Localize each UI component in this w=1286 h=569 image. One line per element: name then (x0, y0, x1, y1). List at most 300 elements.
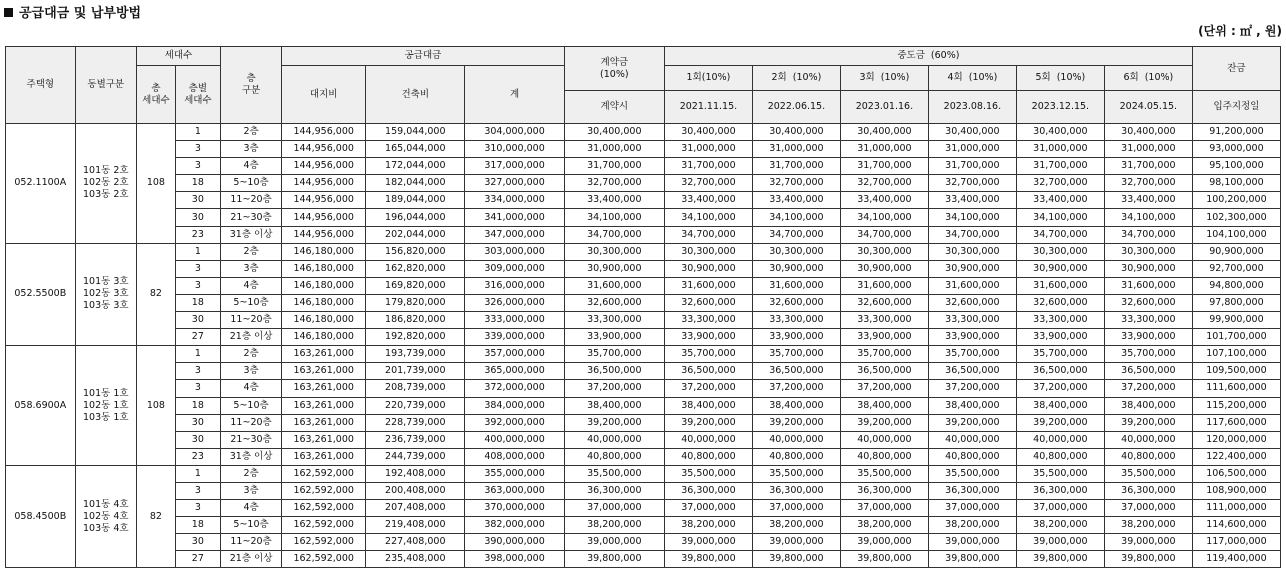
table-header (6, 47, 1281, 124)
installment-1-cell: 36,300,000 (664, 482, 752, 499)
floor-households-cell: 3 (175, 141, 220, 158)
building-price-cell: 186,820,000 (366, 312, 465, 329)
total-households-cell: 82 (136, 243, 175, 346)
unit-note: (단위 : ㎡ , 원) (1198, 24, 1282, 38)
total-households-cell: 82 (136, 465, 175, 568)
installment-4-cell: 30,900,000 (928, 260, 1016, 277)
land-price-cell: 146,180,000 (282, 243, 366, 260)
floor-class-cell: 3층 (220, 482, 281, 499)
installment-5-cell: 35,700,000 (1016, 346, 1104, 363)
header-middle: 중도금 (60%) (664, 47, 1192, 66)
contract-cell: 39,800,000 (564, 551, 664, 568)
header-total-households (136, 66, 175, 124)
land-price-cell: 146,180,000 (282, 277, 366, 294)
installment-4-cell: 33,900,000 (928, 329, 1016, 346)
installment-5-cell: 30,300,000 (1016, 243, 1104, 260)
building-price-cell: 244,739,000 (366, 448, 465, 465)
installment-5-cell: 36,500,000 (1016, 363, 1104, 380)
installment-3-cell: 35,500,000 (840, 465, 928, 482)
header-floor-households (175, 66, 220, 124)
installment-4-cell: 32,700,000 (928, 175, 1016, 192)
installment-1-cell: 31,000,000 (664, 141, 752, 158)
header-floor-class (220, 47, 281, 124)
installment-1-cell: 39,800,000 (664, 551, 752, 568)
contract-cell: 30,400,000 (564, 124, 664, 141)
installment-3-cell: 33,400,000 (840, 192, 928, 209)
installment-3-cell: 37,000,000 (840, 500, 928, 517)
installment-4-cell: 30,400,000 (928, 124, 1016, 141)
installment-1-cell: 35,500,000 (664, 465, 752, 482)
table-row (6, 397, 1281, 414)
installment-5-cell: 32,600,000 (1016, 294, 1104, 311)
total-price-cell: 334,000,000 (465, 192, 564, 209)
unit-type-cell: 058.4500B (6, 465, 76, 568)
unit-type-cell: 052.5500B (6, 243, 76, 346)
building-price-cell: 196,044,000 (366, 209, 465, 226)
building-price-cell: 179,820,000 (366, 294, 465, 311)
installment-5-cell: 31,600,000 (1016, 277, 1104, 294)
header-installment-6: 6회 (10%) (1104, 66, 1192, 91)
installment-6-cell: 30,400,000 (1104, 124, 1192, 141)
unit-type-cell: 058.6900A (6, 346, 76, 466)
price-table (5, 46, 1281, 568)
building-price-cell: 220,739,000 (366, 397, 465, 414)
dong-line: 101동 1호 (82, 387, 129, 399)
section-title-text: 공급대금 및 납부방법 (19, 6, 142, 21)
building-price-cell: 207,408,000 (366, 500, 465, 517)
installment-4-cell: 38,200,000 (928, 517, 1016, 534)
header-date-5: 2023.12.15. (1016, 91, 1104, 124)
installment-3-cell: 34,100,000 (840, 209, 928, 226)
land-price-cell: 144,956,000 (282, 175, 366, 192)
installment-3-cell: 35,700,000 (840, 346, 928, 363)
contract-cell: 33,300,000 (564, 312, 664, 329)
table-row (6, 124, 1281, 141)
installment-4-cell: 39,000,000 (928, 534, 1016, 551)
installment-1-cell: 38,400,000 (664, 397, 752, 414)
contract-cell: 37,000,000 (564, 500, 664, 517)
installment-2-cell: 30,300,000 (752, 243, 840, 260)
installment-5-cell: 33,300,000 (1016, 312, 1104, 329)
contract-cell: 32,700,000 (564, 175, 664, 192)
total-price-cell: 355,000,000 (465, 465, 564, 482)
total-price-cell: 400,000,000 (465, 431, 564, 448)
floor-households-cell: 3 (175, 500, 220, 517)
header-households: 세대수 (136, 47, 220, 66)
installment-2-cell: 36,500,000 (752, 363, 840, 380)
installment-2-cell: 32,600,000 (752, 294, 840, 311)
installment-4-cell: 35,700,000 (928, 346, 1016, 363)
floor-households-cell: 23 (175, 226, 220, 243)
installment-1-cell: 30,300,000 (664, 243, 752, 260)
contract-cell: 31,000,000 (564, 141, 664, 158)
land-price-cell: 144,956,000 (282, 226, 366, 243)
installment-2-cell: 37,200,000 (752, 380, 840, 397)
header-sum: 계 (465, 66, 564, 124)
installment-1-cell: 36,500,000 (664, 363, 752, 380)
balance-cell: 102,300,000 (1192, 209, 1280, 226)
installment-1-cell: 37,200,000 (664, 380, 752, 397)
balance-cell: 97,800,000 (1192, 294, 1280, 311)
building-price-cell: 156,820,000 (366, 243, 465, 260)
building-price-cell: 172,044,000 (366, 158, 465, 175)
contract-cell: 35,500,000 (564, 465, 664, 482)
installment-2-cell: 35,700,000 (752, 346, 840, 363)
land-price-cell: 163,261,000 (282, 380, 366, 397)
installment-3-cell: 40,800,000 (840, 448, 928, 465)
table-row (6, 158, 1281, 175)
total-price-cell: 339,000,000 (465, 329, 564, 346)
balance-cell: 119,400,000 (1192, 551, 1280, 568)
total-price-cell: 390,000,000 (465, 534, 564, 551)
building-price-cell: 159,044,000 (366, 124, 465, 141)
floor-class-cell: 21~30층 (220, 209, 281, 226)
land-price-cell: 146,180,000 (282, 312, 366, 329)
floor-class-cell: 11~20층 (220, 414, 281, 431)
floor-households-cell: 30 (175, 431, 220, 448)
installment-1-cell: 32,600,000 (664, 294, 752, 311)
installment-1-cell: 31,700,000 (664, 158, 752, 175)
total-price-cell: 365,000,000 (465, 363, 564, 380)
installment-4-cell: 39,200,000 (928, 414, 1016, 431)
table-row (6, 329, 1281, 346)
land-price-cell: 162,592,000 (282, 500, 366, 517)
installment-5-cell: 35,500,000 (1016, 465, 1104, 482)
installment-4-cell: 35,500,000 (928, 465, 1016, 482)
dong-line: 102동 2호 (82, 177, 129, 189)
total-price-cell: 382,000,000 (465, 517, 564, 534)
installment-2-cell: 35,500,000 (752, 465, 840, 482)
installment-2-cell: 39,200,000 (752, 414, 840, 431)
floor-class-cell: 5~10층 (220, 397, 281, 414)
total-price-cell: 372,000,000 (465, 380, 564, 397)
land-price-cell: 163,261,000 (282, 414, 366, 431)
building-price-cell: 227,408,000 (366, 534, 465, 551)
land-price-cell: 163,261,000 (282, 397, 366, 414)
installment-5-cell: 39,200,000 (1016, 414, 1104, 431)
total-price-cell: 347,000,000 (465, 226, 564, 243)
building-price-cell: 182,044,000 (366, 175, 465, 192)
installment-4-cell: 33,300,000 (928, 312, 1016, 329)
floor-households-cell: 18 (175, 397, 220, 414)
installment-5-cell: 39,800,000 (1016, 551, 1104, 568)
installment-5-cell: 38,400,000 (1016, 397, 1104, 414)
installment-6-cell: 38,400,000 (1104, 397, 1192, 414)
dong-line: 103동 3호 (82, 300, 129, 312)
installment-2-cell: 39,000,000 (752, 534, 840, 551)
installment-6-cell: 33,900,000 (1104, 329, 1192, 346)
land-price-cell: 146,180,000 (282, 329, 366, 346)
balance-cell: 101,700,000 (1192, 329, 1280, 346)
building-price-cell: 192,820,000 (366, 329, 465, 346)
table-row (6, 312, 1281, 329)
floor-households-cell: 18 (175, 294, 220, 311)
installment-4-cell: 40,000,000 (928, 431, 1016, 448)
contract-cell: 33,900,000 (564, 329, 664, 346)
contract-cell: 37,200,000 (564, 380, 664, 397)
balance-cell: 90,900,000 (1192, 243, 1280, 260)
installment-4-cell: 33,400,000 (928, 192, 1016, 209)
unit-type-cell: 052.1100A (6, 124, 76, 244)
installment-5-cell: 40,000,000 (1016, 431, 1104, 448)
floor-class-cell: 2층 (220, 465, 281, 482)
header-floor-class-text: 층 구분 (241, 73, 261, 96)
installment-2-cell: 40,000,000 (752, 431, 840, 448)
installment-6-cell: 32,700,000 (1104, 175, 1192, 192)
installment-6-cell: 40,800,000 (1104, 448, 1192, 465)
installment-1-cell: 31,600,000 (664, 277, 752, 294)
table-row (6, 500, 1281, 517)
installment-3-cell: 32,700,000 (840, 175, 928, 192)
installment-5-cell: 37,000,000 (1016, 500, 1104, 517)
header-date-6: 2024.05.15. (1104, 91, 1192, 124)
dong-cell (75, 465, 136, 568)
installment-1-cell: 32,700,000 (664, 175, 752, 192)
floor-households-cell: 18 (175, 175, 220, 192)
installment-3-cell: 31,000,000 (840, 141, 928, 158)
installment-6-cell: 39,000,000 (1104, 534, 1192, 551)
contract-cell: 39,200,000 (564, 414, 664, 431)
table-row (6, 346, 1281, 363)
floor-class-cell: 11~20층 (220, 192, 281, 209)
installment-3-cell: 31,600,000 (840, 277, 928, 294)
installment-1-cell: 37,000,000 (664, 500, 752, 517)
installment-4-cell: 32,600,000 (928, 294, 1016, 311)
building-price-cell: 189,044,000 (366, 192, 465, 209)
dong-line: 101동 3호 (82, 276, 129, 288)
table-row (6, 517, 1281, 534)
installment-4-cell: 37,000,000 (928, 500, 1016, 517)
total-price-cell: 326,000,000 (465, 294, 564, 311)
building-price-cell: 202,044,000 (366, 226, 465, 243)
installment-4-cell: 37,200,000 (928, 380, 1016, 397)
installment-5-cell: 34,100,000 (1016, 209, 1104, 226)
balance-cell: 120,000,000 (1192, 431, 1280, 448)
installment-5-cell: 33,900,000 (1016, 329, 1104, 346)
header-installment-3: 3회 (10%) (840, 66, 928, 91)
installment-5-cell: 33,400,000 (1016, 192, 1104, 209)
installment-3-cell: 39,000,000 (840, 534, 928, 551)
floor-households-cell: 1 (175, 243, 220, 260)
land-price-cell: 162,592,000 (282, 551, 366, 568)
installment-2-cell: 33,300,000 (752, 312, 840, 329)
installment-3-cell: 39,800,000 (840, 551, 928, 568)
balance-cell: 117,600,000 (1192, 414, 1280, 431)
table-row (6, 380, 1281, 397)
total-price-cell: 357,000,000 (465, 346, 564, 363)
contract-cell: 40,800,000 (564, 448, 664, 465)
floor-class-cell: 5~10층 (220, 175, 281, 192)
installment-5-cell: 30,900,000 (1016, 260, 1104, 277)
floor-households-cell: 18 (175, 517, 220, 534)
contract-cell: 31,600,000 (564, 277, 664, 294)
floor-class-cell: 2층 (220, 124, 281, 141)
contract-cell: 33,400,000 (564, 192, 664, 209)
floor-households-cell: 3 (175, 380, 220, 397)
total-price-cell: 384,000,000 (465, 397, 564, 414)
floor-households-cell: 27 (175, 329, 220, 346)
installment-6-cell: 39,200,000 (1104, 414, 1192, 431)
installment-6-cell: 35,700,000 (1104, 346, 1192, 363)
header-installment-5: 5회 (10%) (1016, 66, 1104, 91)
installment-4-cell: 34,700,000 (928, 226, 1016, 243)
installment-6-cell: 36,500,000 (1104, 363, 1192, 380)
installment-3-cell: 39,200,000 (840, 414, 928, 431)
balance-cell: 92,700,000 (1192, 260, 1280, 277)
floor-households-cell: 23 (175, 448, 220, 465)
building-price-cell: 193,739,000 (366, 346, 465, 363)
contract-cell: 36,300,000 (564, 482, 664, 499)
installment-6-cell: 31,700,000 (1104, 158, 1192, 175)
header-date-4: 2023.08.16. (928, 91, 1016, 124)
balance-cell: 93,000,000 (1192, 141, 1280, 158)
header-date-3: 2023.01.16. (840, 91, 928, 124)
dong-line: 101동 4호 (82, 498, 129, 510)
dong-line: 102동 1호 (82, 399, 129, 411)
installment-6-cell: 34,100,000 (1104, 209, 1192, 226)
installment-3-cell: 31,700,000 (840, 158, 928, 175)
balance-cell: 104,100,000 (1192, 226, 1280, 243)
floor-class-cell: 2층 (220, 243, 281, 260)
header-balance: 잔금 (1192, 47, 1280, 91)
floor-households-cell: 27 (175, 551, 220, 568)
floor-class-cell: 3층 (220, 141, 281, 158)
building-price-cell: 200,408,000 (366, 482, 465, 499)
installment-1-cell: 30,900,000 (664, 260, 752, 277)
floor-households-cell: 1 (175, 346, 220, 363)
total-price-cell: 341,000,000 (465, 209, 564, 226)
header-dong: 동별구분 (75, 47, 136, 124)
table-row (6, 243, 1281, 260)
header-date-1: 2021.11.15. (664, 91, 752, 124)
building-price-cell: 219,408,000 (366, 517, 465, 534)
installment-6-cell: 38,200,000 (1104, 517, 1192, 534)
header-land: 대지비 (282, 66, 366, 124)
total-price-cell: 316,000,000 (465, 277, 564, 294)
building-price-cell: 192,408,000 (366, 465, 465, 482)
installment-3-cell: 33,900,000 (840, 329, 928, 346)
balance-cell: 107,100,000 (1192, 346, 1280, 363)
balance-cell: 122,400,000 (1192, 448, 1280, 465)
installment-4-cell: 34,100,000 (928, 209, 1016, 226)
floor-households-cell: 3 (175, 277, 220, 294)
installment-4-cell: 31,700,000 (928, 158, 1016, 175)
contract-cell: 31,700,000 (564, 158, 664, 175)
contract-cell: 32,600,000 (564, 294, 664, 311)
dong-cell (75, 124, 136, 244)
header-floor-households-text: 층별 세대수 (184, 82, 212, 106)
installment-5-cell: 34,700,000 (1016, 226, 1104, 243)
installment-2-cell: 31,000,000 (752, 141, 840, 158)
table-row (6, 141, 1281, 158)
table-row (6, 482, 1281, 499)
installment-1-cell: 33,900,000 (664, 329, 752, 346)
table-row (6, 260, 1281, 277)
balance-cell: 95,100,000 (1192, 158, 1280, 175)
total-price-cell: 398,000,000 (465, 551, 564, 568)
total-price-cell: 370,000,000 (465, 500, 564, 517)
installment-6-cell: 39,800,000 (1104, 551, 1192, 568)
installment-3-cell: 40,000,000 (840, 431, 928, 448)
land-price-cell: 163,261,000 (282, 448, 366, 465)
floor-households-cell: 30 (175, 534, 220, 551)
balance-cell: 106,500,000 (1192, 465, 1280, 482)
table-row (6, 192, 1281, 209)
building-price-cell: 236,739,000 (366, 431, 465, 448)
floor-households-cell: 3 (175, 482, 220, 499)
balance-cell: 111,000,000 (1192, 500, 1280, 517)
installment-4-cell: 40,800,000 (928, 448, 1016, 465)
header-installment-4: 4회 (10%) (928, 66, 1016, 91)
square-bullet-icon (4, 8, 13, 17)
contract-cell: 30,900,000 (564, 260, 664, 277)
building-price-cell: 208,739,000 (366, 380, 465, 397)
floor-class-cell: 21층 이상 (220, 329, 281, 346)
header-type: 주택형 (6, 47, 76, 124)
floor-class-cell: 3층 (220, 363, 281, 380)
contract-cell: 35,700,000 (564, 346, 664, 363)
floor-class-cell: 11~20층 (220, 312, 281, 329)
installment-1-cell: 40,000,000 (664, 431, 752, 448)
floor-class-cell: 2층 (220, 346, 281, 363)
installment-6-cell: 37,000,000 (1104, 500, 1192, 517)
installment-2-cell: 30,900,000 (752, 260, 840, 277)
installment-4-cell: 30,300,000 (928, 243, 1016, 260)
installment-6-cell: 37,200,000 (1104, 380, 1192, 397)
installment-3-cell: 38,400,000 (840, 397, 928, 414)
floor-households-cell: 1 (175, 124, 220, 141)
dong-line: 102동 4호 (82, 510, 129, 522)
balance-cell: 109,500,000 (1192, 363, 1280, 380)
land-price-cell: 162,592,000 (282, 517, 366, 534)
table-row (6, 226, 1281, 243)
dong-line: 102동 3호 (82, 288, 129, 300)
balance-cell: 99,900,000 (1192, 312, 1280, 329)
installment-4-cell: 36,300,000 (928, 482, 1016, 499)
table-row (6, 551, 1281, 568)
table-row (6, 414, 1281, 431)
dong-line: 103동 2호 (82, 189, 129, 201)
contract-cell: 38,200,000 (564, 517, 664, 534)
installment-1-cell: 40,800,000 (664, 448, 752, 465)
table-row (6, 431, 1281, 448)
installment-5-cell: 39,000,000 (1016, 534, 1104, 551)
installment-1-cell: 38,200,000 (664, 517, 752, 534)
contract-cell: 34,100,000 (564, 209, 664, 226)
installment-6-cell: 30,900,000 (1104, 260, 1192, 277)
installment-1-cell: 34,100,000 (664, 209, 752, 226)
installment-6-cell: 33,300,000 (1104, 312, 1192, 329)
floor-class-cell: 5~10층 (220, 294, 281, 311)
table-row (6, 294, 1281, 311)
table-row (6, 175, 1281, 192)
installment-5-cell: 31,000,000 (1016, 141, 1104, 158)
installment-6-cell: 31,000,000 (1104, 141, 1192, 158)
header-contract-text: 계약금 (10%) (600, 56, 629, 80)
floor-class-cell: 4층 (220, 277, 281, 294)
floor-households-cell: 30 (175, 312, 220, 329)
installment-6-cell: 33,400,000 (1104, 192, 1192, 209)
installment-4-cell: 31,000,000 (928, 141, 1016, 158)
installment-5-cell: 38,200,000 (1016, 517, 1104, 534)
balance-cell: 94,800,000 (1192, 277, 1280, 294)
building-price-cell: 169,820,000 (366, 277, 465, 294)
installment-5-cell: 32,700,000 (1016, 175, 1104, 192)
floor-class-cell: 21층 이상 (220, 551, 281, 568)
table-row (6, 363, 1281, 380)
installment-3-cell: 30,400,000 (840, 124, 928, 141)
installment-5-cell: 37,200,000 (1016, 380, 1104, 397)
